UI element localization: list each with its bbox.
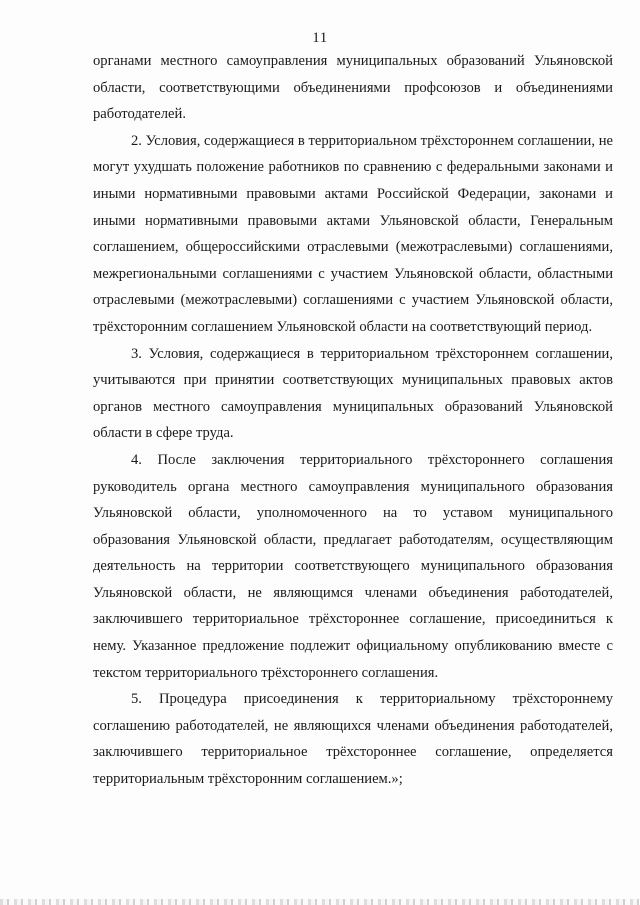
paragraph-item-4: 4. После заключения территориального трёхстороннего соглашения руководитель органа местного самоуправления муниципального образования Ульяновской области, уполномоченного на то уставом муниципального образования Ульяновской области, предлагает работодателям, осуществляющим деятельность на территории соответствующего муниципального образования Ульяновской области, не являющимся членами объединения работодателей, заключившего территориальное трёхстороннее соглашение, присоединиться к нему. Указанное предложение подлежит официальному опубликованию вместе с текстом территориального трёхстороннего соглашения. (93, 451, 613, 681)
paragraph-item-5: 5. Процедура присоединения к территориальному трёхстороннему соглашению работодателей, не являющихся членами объединения работодателей, заключившего территориальное трёхстороннее соглашение, определяется территориальным трёхсторонним соглашением.»; (93, 691, 613, 788)
page-number: 11 (312, 30, 328, 46)
scan-edge-artifact (0, 899, 640, 905)
paragraph-item-2: 2. Условия, содержащиеся в территориальном трёхстороннем соглашении, не могут ухудшать положение работников по сравнению с федеральными законами и иными нормативными правовыми актами Российской Федерации, законами и иными нормативными правовыми актами Ульяновской области, Генеральным соглашением, общероссийскими отраслевыми (межотраслевыми) соглашениями, межрегиональными соглашениями с участием Ульяновской области, областными отраслевыми (межотраслевыми) соглашениями с участием Ульяновской области, трёхсторонним соглашением Ульяновской области на соответствующий период. (93, 132, 613, 335)
document-body (93, 48, 613, 793)
paragraph-item-3: 3. Условия, содержащиеся в территориальном трёхстороннем соглашении, учитываются при принятии соответствующих муниципальных правовых актов органов местного самоуправления муниципальных образований Ульяновской области в сфере труда. (93, 345, 613, 442)
paragraph-continuation: органами местного самоуправления муниципальных образований Ульяновской области, соответствующими объединениями профсоюзов и объединениями работодателей. (93, 53, 613, 123)
